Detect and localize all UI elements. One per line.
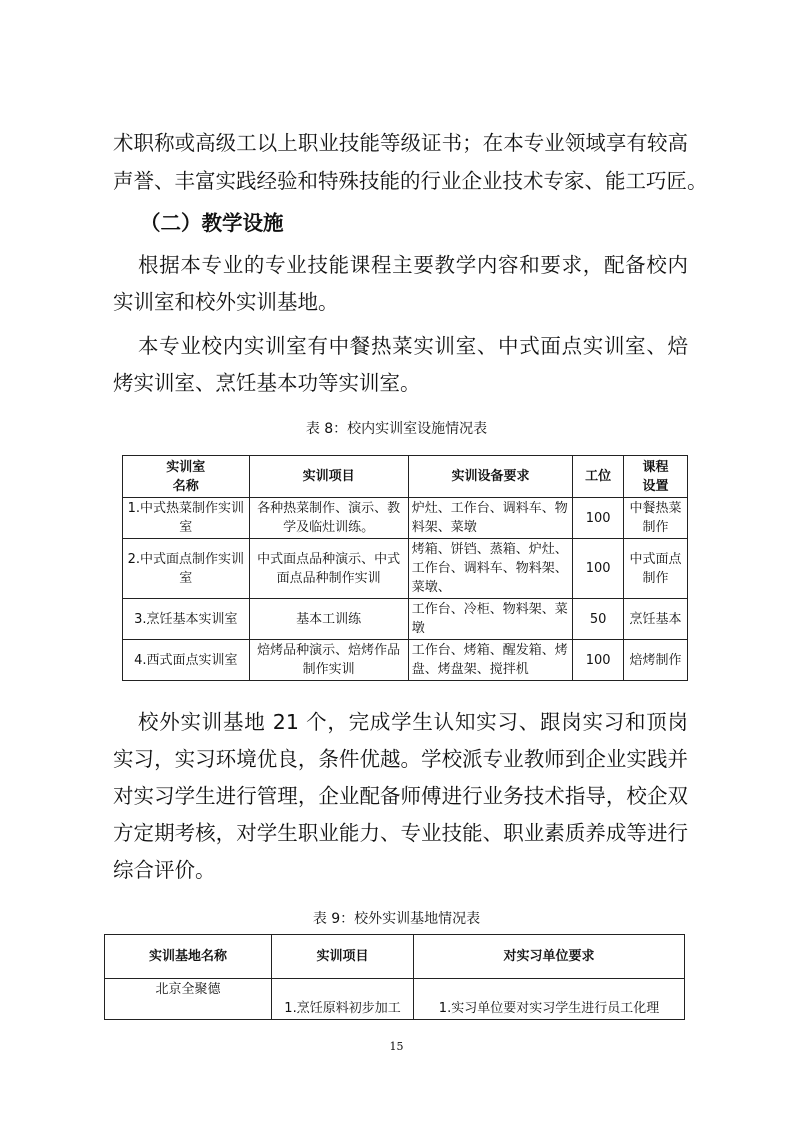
training-base-table	[104, 934, 685, 1020]
body-text: 声誉、丰富实践经验和特殊技能的行业企业技术专家、能工巧匠。	[113, 169, 708, 193]
column-header: 实训基地名称	[105, 935, 272, 979]
table-row	[123, 498, 688, 539]
table-caption: 表 8：校内实训室设施情况表	[305, 421, 488, 437]
body-text: 实习，实习环境优良，条件优越。学校派专业教师到企业实践并	[113, 747, 688, 771]
cell: 100	[573, 498, 624, 539]
table-row	[123, 599, 688, 640]
body-text: 烤实训室、烹饪基本功等实训室。	[113, 371, 421, 395]
cell: 中式面点制作	[624, 539, 688, 599]
column-header: 实训项目	[272, 935, 414, 979]
cell: 炉灶、工作台、调料车、物料架、菜墩	[408, 498, 573, 539]
body-text: 综合评价。	[113, 858, 216, 882]
cell: 1.中式热菜制作实训室	[123, 498, 250, 539]
table-row	[123, 539, 688, 599]
section-heading: （二）教学设施	[140, 211, 284, 235]
table-caption: 表 9：校外实训基地情况表	[312, 911, 481, 927]
training-room-table	[122, 455, 688, 681]
cell: 50	[573, 599, 624, 640]
cell: 焙烤制作	[624, 640, 688, 681]
cell: 1.烹饪原料初步加工	[272, 979, 414, 1020]
column-header: 工位	[573, 456, 624, 498]
cell: 焙烤品种演示、焙烤作品制作实训	[249, 640, 408, 681]
column-header: 实训设备要求	[408, 456, 573, 498]
column-header: 实训项目	[249, 456, 408, 498]
column-header: 对实习单位要求	[414, 935, 685, 979]
body-text: 根据本专业的专业技能课程主要教学内容和要求，配备校内	[138, 253, 688, 277]
cell: 烹饪基本	[624, 599, 688, 640]
cell: 中式面点品种演示、中式面点品种制作实训	[249, 539, 408, 599]
body-text: 术职称或高级工以上职业技能等级证书；在本专业领域享有较高	[113, 131, 688, 155]
cell: 各种热菜制作、演示、教学及临灶训练。	[249, 498, 408, 539]
body-text: 本专业校内实训室有中餐热菜实训室、中式面点实训室、焙	[138, 334, 688, 358]
body-text: 对实习学生进行管理，企业配备师傅进行业务技术指导，校企双	[113, 784, 688, 808]
cell: 中餐热菜制作	[624, 498, 688, 539]
body-text: 方定期考核，对学生职业能力、专业技能、职业素质养成等进行	[113, 821, 688, 845]
table-row	[105, 979, 685, 1020]
cell: 北京全聚德	[105, 979, 272, 1020]
column-header: 实训室 名称	[123, 456, 250, 498]
page-number: 15	[389, 1040, 404, 1053]
cell: 100	[573, 539, 624, 599]
cell: 烤箱、饼铛、蒸箱、炉灶、工作台、调料车、物料架、菜墩、	[408, 539, 573, 599]
table-row	[123, 640, 688, 681]
cell: 4.西式面点实训室	[123, 640, 250, 681]
cell: 工作台、烤箱、醒发箱、烤盘、烤盘架、搅拌机	[408, 640, 573, 681]
cell: 2.中式面点制作实训室	[123, 539, 250, 599]
cell: 100	[573, 640, 624, 681]
cell: 1.实习单位要对实习学生进行员工化理	[414, 979, 685, 1020]
body-text: 实训室和校外实训基地。	[113, 290, 339, 314]
cell: 3.烹饪基本实训室	[123, 599, 250, 640]
column-header: 课程 设置	[624, 456, 688, 498]
cell: 工作台、冷柜、物料架、菜墩	[408, 599, 573, 640]
body-text: 校外实训基地 21 个，完成学生认知实习、跟岗实习和顶岗	[138, 710, 688, 734]
cell: 基本工训练	[249, 599, 408, 640]
